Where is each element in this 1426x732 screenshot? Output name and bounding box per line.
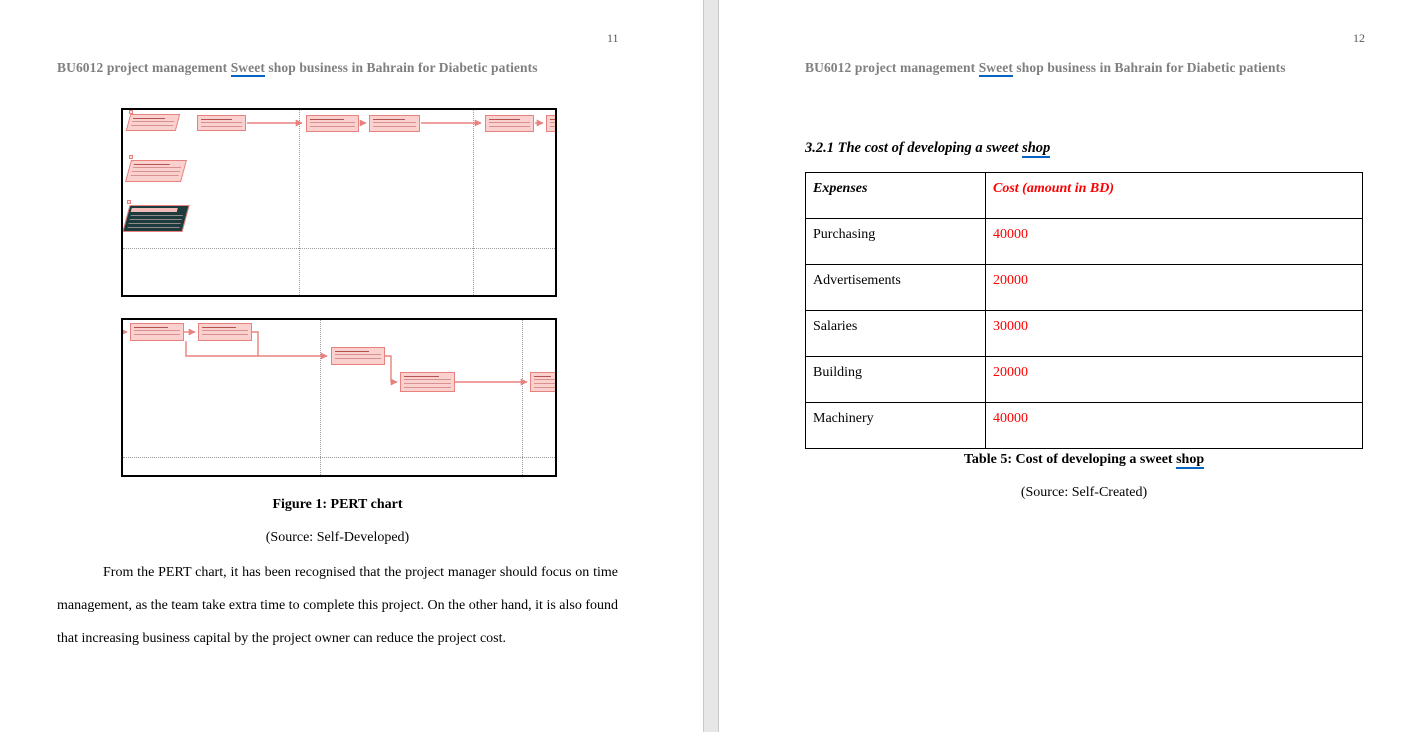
header-text-post: shop business in Bahrain for Diabetic patients xyxy=(264,60,538,75)
page-number: 12 xyxy=(1353,31,1365,45)
pert-node xyxy=(198,323,252,341)
page-number: 11 xyxy=(607,31,619,45)
table-header-row xyxy=(806,173,1363,219)
grid-line xyxy=(320,320,321,475)
figure-source: (Source: Self-Developed) xyxy=(265,530,410,545)
cost-cell: 20000 xyxy=(986,357,1363,403)
section-heading xyxy=(805,140,1050,157)
pert-node xyxy=(400,372,455,392)
pert-chart-figure-top xyxy=(121,108,557,297)
grid-line xyxy=(522,320,523,475)
table-row xyxy=(806,219,1363,265)
pert-node-execution xyxy=(122,205,189,232)
pert-node xyxy=(306,115,359,132)
expense-cell: Purchasing xyxy=(806,219,986,265)
table-source: (Source: Self-Created) xyxy=(1020,485,1148,500)
page-gap xyxy=(703,0,719,732)
grid-line xyxy=(473,110,474,295)
running-header xyxy=(805,60,1286,76)
node-tag xyxy=(127,200,131,204)
header-text-pre: BU6012 project management xyxy=(805,60,979,75)
cost-cell: 30000 xyxy=(986,311,1363,357)
table-row xyxy=(806,311,1363,357)
header-text-post: shop business in Bahrain for Diabetic patients xyxy=(1012,60,1286,75)
header-link-sweet[interactable]: Sweet xyxy=(978,60,1013,75)
table-caption-link-shop[interactable]: shop xyxy=(1176,452,1205,467)
pert-node xyxy=(485,115,534,132)
cost-cell: 40000 xyxy=(986,219,1363,265)
pert-node-clipped xyxy=(530,372,557,392)
table-row xyxy=(806,403,1363,449)
figure-caption: Figure 1: PERT chart xyxy=(272,497,403,512)
pert-node-planning xyxy=(125,160,187,182)
cost-cell: 40000 xyxy=(986,403,1363,449)
pert-node-initiation xyxy=(126,114,181,131)
pert-connectors xyxy=(123,320,555,475)
expense-cell: Advertisements xyxy=(806,265,986,311)
cost-table-body xyxy=(806,219,1363,449)
header-link-sweet[interactable]: Sweet xyxy=(230,60,265,75)
table-row xyxy=(806,357,1363,403)
pert-node xyxy=(331,347,385,365)
header-text-pre: BU6012 project management xyxy=(57,60,231,75)
expense-cell: Machinery xyxy=(806,403,986,449)
pert-node xyxy=(369,115,420,132)
page-12 xyxy=(719,0,1426,732)
column-header-cost: Cost (amount in BD) xyxy=(986,173,1363,219)
expense-cell: Salaries xyxy=(806,311,986,357)
pert-chart-figure-bottom xyxy=(121,318,557,477)
column-header-expenses: Expenses xyxy=(806,173,986,219)
cost-table xyxy=(805,172,1363,449)
grid-line xyxy=(299,110,300,295)
table-caption xyxy=(805,452,1363,468)
pert-node-clipped xyxy=(546,115,557,132)
table-row xyxy=(806,265,1363,311)
grid-line xyxy=(123,457,555,458)
node-tag xyxy=(129,155,133,159)
cost-cell: 20000 xyxy=(986,265,1363,311)
running-header xyxy=(57,60,538,76)
pert-node xyxy=(197,115,246,131)
grid-line xyxy=(123,248,555,249)
page-11 xyxy=(0,0,703,732)
table-caption-text: Table 5: Cost of developing a sweet xyxy=(963,452,1177,467)
body-paragraph: From the PERT chart, it has been recognised that the project manager should focus on time management, as the team take extra time to complete this project. On the other hand, it is also found that increasing business capital by the project owner can reduce the project cost. xyxy=(57,565,618,646)
section-heading-link-shop[interactable]: shop xyxy=(1022,140,1051,156)
pert-node xyxy=(130,323,184,341)
expense-cell: Building xyxy=(806,357,986,403)
section-heading-text: 3.2.1 The cost of developing a sweet xyxy=(805,140,1023,156)
pert-connectors xyxy=(123,110,555,295)
